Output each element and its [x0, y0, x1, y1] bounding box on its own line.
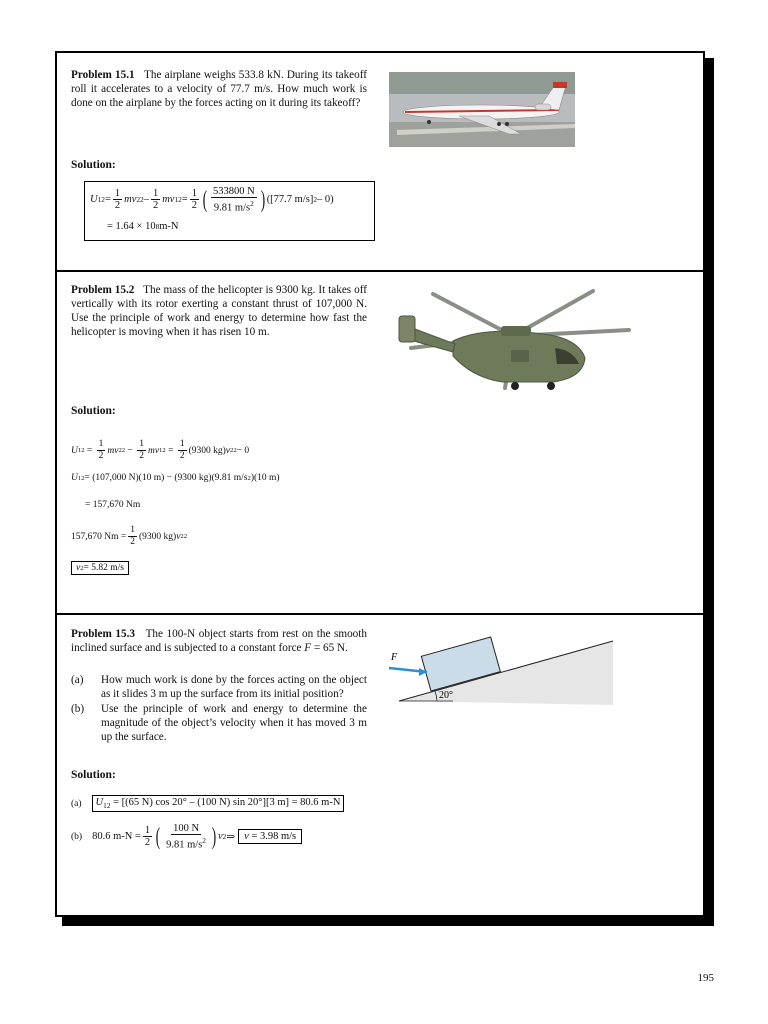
helicopter-photo: [393, 286, 633, 396]
eq-v: v: [244, 831, 249, 843]
frac-num: 1: [179, 439, 185, 449]
solution-b-value: = 3.98 m/s: [248, 831, 297, 843]
frac-den: 2: [152, 200, 159, 212]
frac-num: 1: [152, 188, 159, 200]
frac-num: 1: [139, 439, 144, 449]
eq-subscript: 2: [136, 195, 141, 205]
frac-num: 1: [114, 188, 121, 200]
problem-15-3-text: The 100-N object starts from rest on the smooth inclined surface and is subjected to a constant force: [71, 628, 367, 654]
eq-subscript: 12: [97, 195, 105, 205]
problem-15-1-equation-line2: [107, 221, 179, 232]
frac-den: 2: [144, 837, 151, 849]
force-label: F: [391, 652, 398, 663]
eq-v: v: [76, 563, 81, 573]
paren-open: (: [202, 186, 208, 213]
problem-15-1-statement: [71, 68, 367, 110]
frac-den: 2: [130, 537, 135, 547]
frac-den: 2: [139, 451, 144, 461]
list-item: [71, 702, 367, 744]
problem-15-2-text: The mass of the helicopter is 9300 kg. It takes off vertically with its rotor exerting a constant thrust of 107,000 N. Use the principle of work and energy to determine how fast the helicopter is moving when it has risen 10 m.: [71, 284, 367, 338]
problem-15-2-equation-3: = 157,670 Nm: [85, 500, 141, 510]
part-tag: (a): [71, 674, 84, 686]
problem-15-1-text: The airplane weighs 533.8 kN. During its takeoff roll it accelerates to a velocity of 77.7 m/s. How much work is done on the airplane by the forces acting on it during its takeoff?: [71, 69, 367, 109]
incline-figure: [385, 631, 615, 711]
fraction-half: [190, 188, 199, 211]
answer-value: = 5.82 m/s: [83, 563, 125, 573]
eq-superscript: 2: [140, 195, 144, 205]
part-tag: (b): [71, 703, 85, 715]
problem-15-3-statement: [71, 627, 367, 655]
frac-den: 2: [179, 451, 185, 461]
eq-mass: (9300 kg): [188, 445, 226, 456]
frac-den: 2: [114, 200, 121, 212]
eq-line2: = 1.64 × 10: [107, 221, 156, 232]
problem-15-3-solution-a: [71, 795, 344, 812]
paren-close: ): [211, 823, 217, 850]
page-number: 195: [697, 972, 714, 984]
implies-arrow: ⇒: [226, 831, 236, 843]
solution-b-box: [238, 829, 302, 844]
problem-15-2-statement: [71, 283, 367, 339]
problem-15-1-equation: [90, 186, 334, 214]
frac-den: 9.81 $m/s^2$: [166, 836, 206, 851]
fraction-half: [128, 525, 137, 548]
paren-open: (: [155, 823, 161, 850]
eq-subscript: 12: [103, 801, 111, 811]
fraction-weight: [211, 186, 257, 214]
list-item: [71, 673, 367, 701]
frac-den: 2: [98, 451, 104, 461]
problem-15-3-parts: [71, 673, 367, 745]
fraction-half: [151, 188, 160, 211]
divider-2: [57, 613, 703, 615]
eq-v: v: [225, 445, 230, 456]
problem-15-2-equation-1: U 12 = $\frac{1}{2}$ mv 2 2 − $\frac{1}{2}$ mv 1 2 = $\frac{1}{2}$ (9300 kg) v 2 2 − 0: [71, 439, 250, 461]
eq-superscript: 2: [250, 199, 254, 208]
solution-a-value: = [(65 N) cos 20° – (100 N) sin 20°][3 m] = 80.6 m-N: [110, 797, 341, 808]
frac-num: 533800 N: [212, 186, 255, 197]
problem-15-3-label: Problem 15.3: [71, 628, 135, 640]
eq-mv: mv: [124, 194, 137, 206]
problem-15-2-label: Problem 15.2: [71, 284, 135, 296]
eq-symbol-u: U: [71, 445, 78, 456]
eq-line2-tail: m-N: [159, 221, 179, 232]
part-text: Use the principle of work and energy to determine the magnitude of the object’s velocity when it has moved 3 m up the surface.: [101, 703, 367, 743]
eq-symbol-u: U: [95, 797, 104, 808]
problem-15-2-equation-4: 157,670 Nm = $\frac{1}{2}$ (9300 kg) v 2 2: [71, 525, 188, 547]
eq-subscript: 2: [80, 564, 84, 572]
frac-num: 1: [98, 439, 104, 449]
airplane-photo: [389, 72, 575, 147]
problem-15-2-solution-label: Solution:: [71, 405, 116, 417]
frac-den: [212, 198, 256, 214]
part-tag: (b): [71, 831, 83, 842]
eq-rhs: (9300 kg): [138, 531, 177, 542]
frac-num: 1: [130, 525, 135, 535]
eq-superscript: 2: [178, 195, 182, 205]
problem-15-2-equation-2: U 12 = (107,000 N)(10 m) − (9300 kg)(9.81 m/s 2 )(10 m): [71, 473, 280, 483]
eq-minus: –: [143, 194, 149, 206]
eq-v: v: [217, 831, 223, 843]
fraction-half: [113, 188, 122, 211]
eq-work-text: = (107,000 N)(10 m) − (9300 kg)(9.81 m/s: [84, 473, 248, 483]
frac-num: 1: [191, 188, 197, 200]
frac-num: 1: [144, 825, 151, 837]
eq-superscript: 8: [155, 222, 160, 231]
fraction-half: [143, 825, 152, 848]
eq-superscript: 2: [313, 195, 318, 205]
eq-equals: =: [181, 194, 188, 206]
eq-subscript: 12: [77, 474, 85, 482]
angle-label: 20°: [439, 690, 453, 701]
eq-symbol-u: U: [90, 194, 98, 206]
problem-15-3-solution-label: Solution:: [71, 769, 116, 781]
eq-mv: mv: [107, 445, 119, 456]
eq-tail: ([77.7 m/s]: [266, 194, 314, 206]
paren-close: ): [260, 186, 265, 213]
solution-a-box: [92, 795, 345, 812]
eq-v: v: [176, 531, 181, 542]
fraction-half: [137, 439, 146, 462]
eq-mv: mv: [147, 445, 160, 456]
frac-num: 100 N: [173, 823, 200, 834]
eq-equals: =: [104, 194, 111, 206]
problem-15-3-solution-b: (b) 80.6 m-N = $\frac{1}{2}$ ( $\frac{100 N}{9.81 m/s^2}$ ) v 2 ⇒ v = 3.98 m/s: [71, 823, 302, 851]
divider-1: [57, 270, 703, 272]
frac-den-text: 9.81 m/s: [213, 202, 251, 214]
eq-tail2: – 0): [317, 194, 334, 206]
eq-symbol-u: U: [71, 473, 78, 483]
eq-lhs: 157,670 Nm =: [71, 531, 127, 542]
fraction-half: [97, 439, 106, 462]
eq-subscript: 1: [174, 195, 179, 205]
problem-15-1-solution-label: Solution:: [71, 159, 116, 171]
eq-mv: mv: [162, 194, 175, 206]
problem-15-3-text-end: = 65 N.: [311, 642, 348, 654]
eq-tail: − 0: [236, 445, 250, 456]
problem-15-2-answer: [71, 561, 129, 575]
part-text: How much work is done by the forces acting on the object as it slides 3 m up the surface from its initial position?: [101, 674, 367, 700]
frac-den-text: 9.81 m/s: [166, 839, 203, 851]
force-symbol: F: [304, 642, 312, 654]
eq-lhs: 80.6 m-N =: [92, 831, 141, 843]
fraction-mass: [164, 823, 208, 851]
eq-subscript: 12: [77, 447, 85, 454]
fraction-half: [178, 439, 187, 462]
frac-den: 2: [191, 200, 197, 212]
problem-frame: [55, 51, 705, 917]
problem-15-1-label: Problem 15.1: [71, 69, 135, 81]
part-tag: (a): [71, 798, 82, 809]
eq-work-tail: )(10 m): [250, 473, 280, 483]
